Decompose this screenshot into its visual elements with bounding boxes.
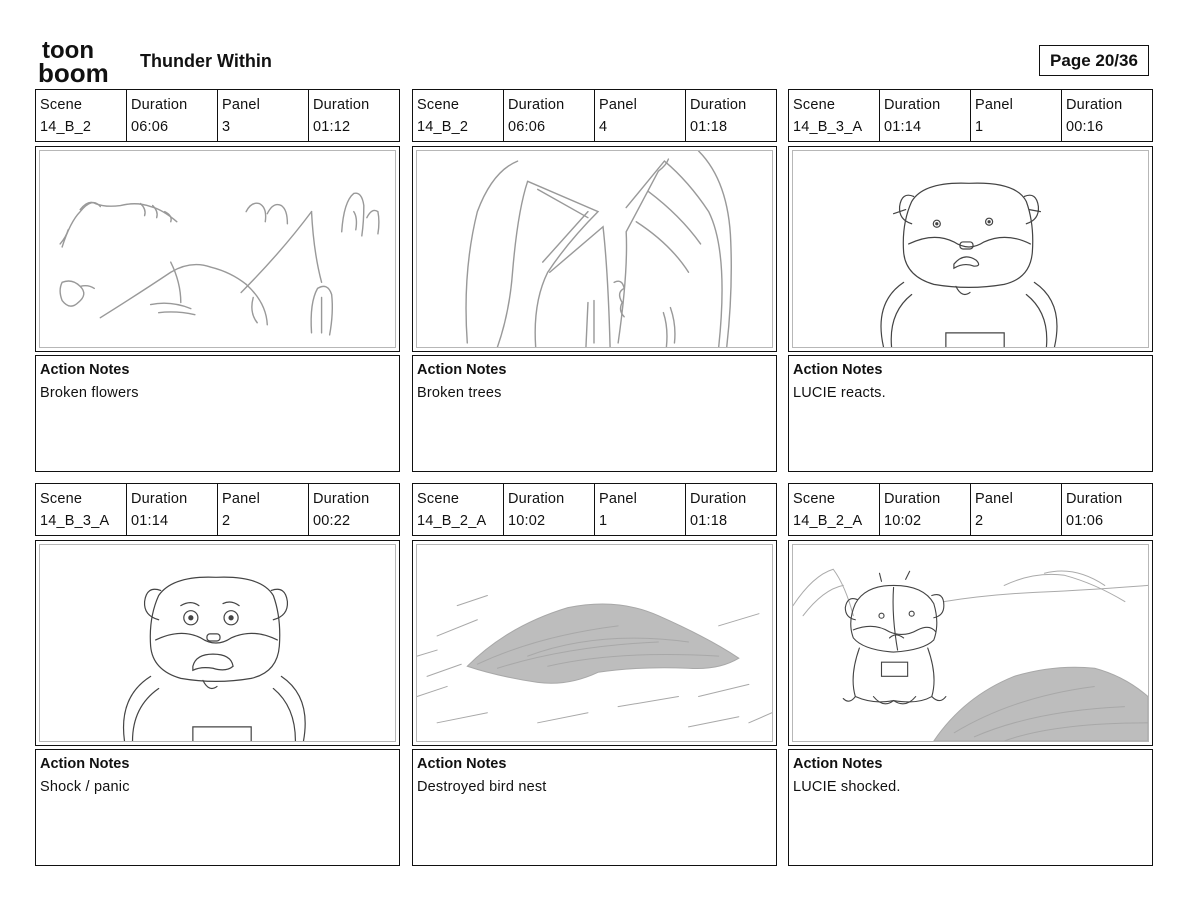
duration-label: Duration	[508, 97, 565, 113]
action-notes-text: Shock / panic	[40, 779, 130, 795]
lucie-shocked-wide-sketch	[793, 545, 1148, 741]
scene-duration-cell	[503, 484, 594, 535]
action-notes-text: Destroyed bird nest	[417, 779, 547, 795]
panel-number: 2	[222, 513, 231, 529]
destroyed-nest-sketch	[417, 545, 772, 741]
panel-duration-cell	[1061, 484, 1152, 535]
panel-duration-value: 01:18	[690, 119, 728, 135]
action-notes-text: Broken flowers	[40, 385, 139, 401]
panel-duration-value: 00:22	[313, 513, 351, 529]
scene-duration-cell	[126, 90, 217, 141]
action-notes[interactable]	[788, 355, 1153, 472]
panel-info-table	[412, 483, 777, 536]
duration-label: Duration	[508, 491, 565, 507]
action-notes[interactable]	[788, 749, 1153, 866]
panel-cell	[217, 484, 308, 535]
panel-number: 4	[599, 119, 608, 135]
scene-cell	[413, 484, 503, 535]
panel-info-table	[788, 89, 1153, 142]
panel-label: Panel	[599, 491, 638, 507]
panel-label: Panel	[222, 491, 261, 507]
logo-text-top: toon	[42, 38, 94, 64]
duration-label: Duration	[1066, 97, 1123, 113]
scene-value: 14_B_2_A	[793, 513, 863, 529]
page-label: Page 20/36	[1050, 50, 1138, 70]
panel-info-table	[35, 89, 400, 142]
sketch-frame[interactable]	[35, 540, 400, 746]
action-notes-label: Action Notes	[793, 756, 883, 772]
scene-duration-value: 06:06	[131, 119, 169, 135]
sketch-frame[interactable]	[788, 540, 1153, 746]
duration-label: Duration	[690, 491, 747, 507]
storyboard-panel[interactable]	[412, 483, 777, 865]
action-notes[interactable]	[412, 355, 777, 472]
panel-duration-cell	[685, 90, 776, 141]
panel-duration-value: 01:18	[690, 513, 728, 529]
action-notes-label: Action Notes	[417, 362, 507, 378]
panel-number: 1	[975, 119, 984, 135]
panel-duration-cell	[308, 484, 399, 535]
duration-label: Duration	[690, 97, 747, 113]
toonboom-logo	[38, 38, 124, 86]
action-notes[interactable]	[35, 749, 400, 866]
storyboard-panel[interactable]	[788, 483, 1153, 865]
sketch-frame[interactable]	[412, 146, 777, 352]
scene-cell	[789, 484, 879, 535]
panel-number: 1	[599, 513, 608, 529]
logo-text-bottom: boom	[38, 58, 109, 86]
action-notes[interactable]	[412, 749, 777, 866]
lucie-reacts-sketch	[793, 151, 1148, 347]
project-title: Thunder Within	[140, 51, 272, 71]
scene-label: Scene	[40, 491, 83, 507]
panel-cell	[970, 90, 1061, 141]
scene-duration-value: 10:02	[884, 513, 922, 529]
scene-label: Scene	[793, 97, 836, 113]
panel-info-table	[788, 483, 1153, 536]
scene-value: 14_B_3_A	[40, 513, 110, 529]
scene-duration-value: 10:02	[508, 513, 546, 529]
lucie-panic-sketch	[40, 545, 395, 741]
scene-duration-cell	[503, 90, 594, 141]
scene-value: 14_B_2_A	[417, 513, 487, 529]
panel-cell	[217, 90, 308, 141]
duration-label: Duration	[131, 491, 188, 507]
panel-info-table	[412, 89, 777, 142]
action-notes-text: LUCIE reacts.	[793, 385, 886, 401]
panel-number: 3	[222, 119, 231, 135]
action-notes-text: Broken trees	[417, 385, 502, 401]
scene-label: Scene	[417, 491, 460, 507]
scene-duration-cell	[879, 90, 970, 141]
panel-cell	[594, 484, 685, 535]
sketch-frame[interactable]	[788, 146, 1153, 352]
panel-duration-value: 00:16	[1066, 119, 1104, 135]
broken-flowers-sketch	[40, 151, 395, 347]
scene-cell	[36, 90, 126, 141]
duration-label: Duration	[1066, 491, 1123, 507]
scene-duration-value: 06:06	[508, 119, 546, 135]
page-indicator	[1039, 45, 1149, 76]
scene-cell	[36, 484, 126, 535]
action-notes-label: Action Notes	[40, 756, 130, 772]
action-notes-label: Action Notes	[793, 362, 883, 378]
scene-duration-value: 01:14	[884, 119, 922, 135]
panel-label: Panel	[222, 97, 261, 113]
storyboard-panel[interactable]	[35, 483, 400, 865]
duration-label: Duration	[884, 491, 941, 507]
action-notes-text: LUCIE shocked.	[793, 779, 901, 795]
duration-label: Duration	[313, 491, 370, 507]
panel-info-table	[35, 483, 400, 536]
panel-number: 2	[975, 513, 984, 529]
scene-duration-cell	[126, 484, 217, 535]
panel-duration-cell	[308, 90, 399, 141]
scene-value: 14_B_2	[417, 119, 469, 135]
duration-label: Duration	[884, 97, 941, 113]
scene-label: Scene	[417, 97, 460, 113]
scene-cell	[789, 90, 879, 141]
panel-duration-cell	[685, 484, 776, 535]
panel-label: Panel	[975, 491, 1014, 507]
action-notes-label: Action Notes	[40, 362, 130, 378]
panel-cell	[594, 90, 685, 141]
sketch-frame[interactable]	[412, 540, 777, 746]
broken-trees-sketch	[417, 151, 772, 347]
panel-cell	[970, 484, 1061, 535]
duration-label: Duration	[131, 97, 188, 113]
storyboard-panel[interactable]	[412, 89, 777, 471]
scene-label: Scene	[793, 491, 836, 507]
scene-duration-cell	[879, 484, 970, 535]
scene-value: 14_B_3_A	[793, 119, 863, 135]
panel-label: Panel	[975, 97, 1014, 113]
panel-duration-value: 01:12	[313, 119, 351, 135]
scene-value: 14_B_2	[40, 119, 92, 135]
action-notes[interactable]	[35, 355, 400, 472]
action-notes-label: Action Notes	[417, 756, 507, 772]
scene-label: Scene	[40, 97, 83, 113]
panel-duration-cell	[1061, 90, 1152, 141]
scene-cell	[413, 90, 503, 141]
storyboard-panel[interactable]	[35, 89, 400, 471]
panel-label: Panel	[599, 97, 638, 113]
duration-label: Duration	[313, 97, 370, 113]
panel-duration-value: 01:06	[1066, 513, 1104, 529]
storyboard-panel[interactable]	[788, 89, 1153, 471]
scene-duration-value: 01:14	[131, 513, 169, 529]
sketch-frame[interactable]	[35, 146, 400, 352]
